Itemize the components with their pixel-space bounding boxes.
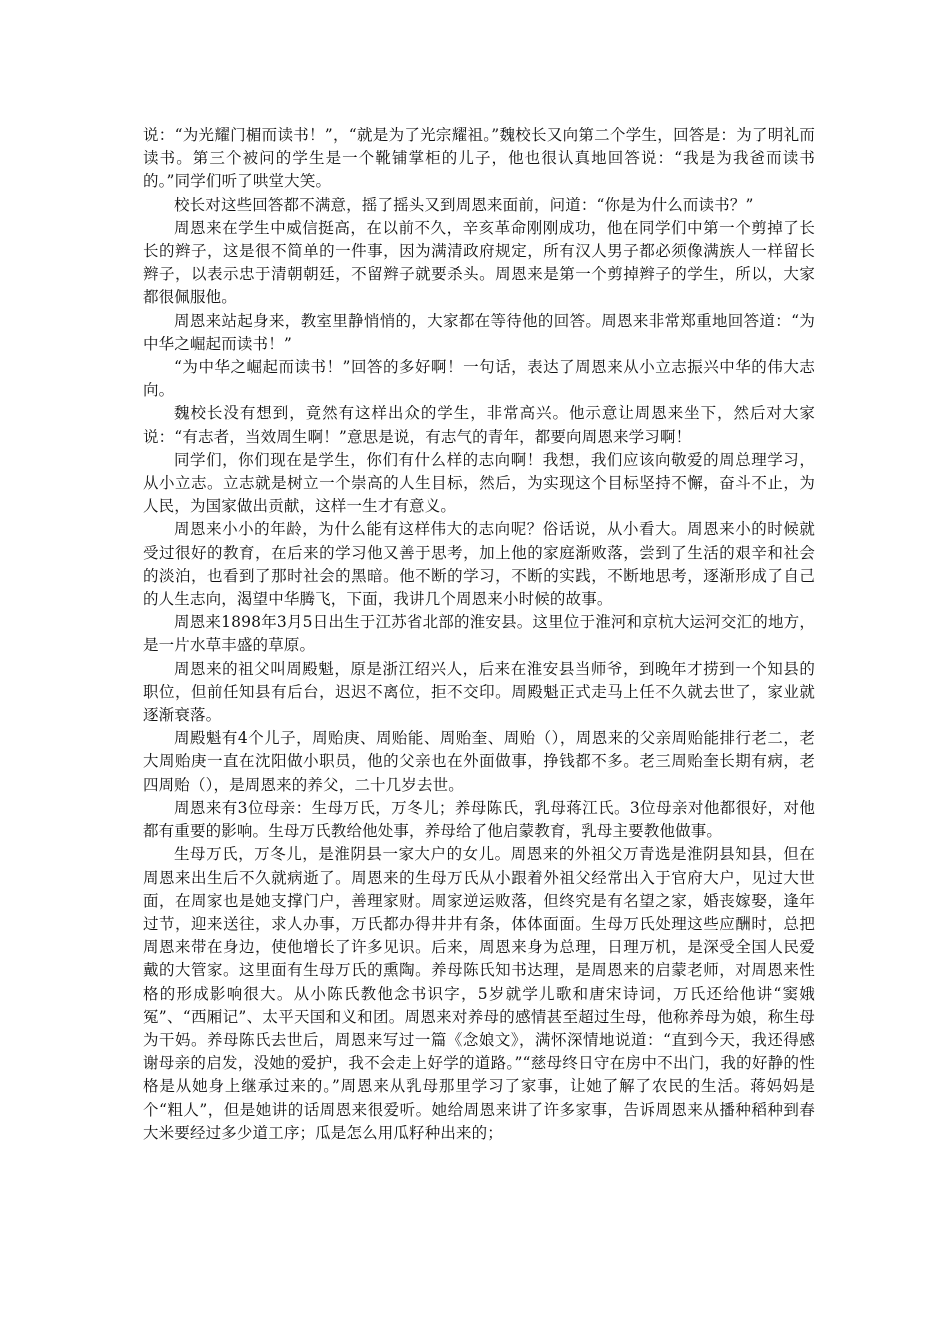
paragraph: 同学们，你们现在是学生，你们有什么样的志向啊！我想，我们应该向敬爱的周总理学习，从小立志。立志就是树立一个崇高的人生目标，然后，为实现这个目标坚持不懈，奋斗不止，为人民，为国家做出贡献，这样一生才有意义。 (143, 450, 815, 516)
paragraph: “为中华之崛起而读书！”回答的多好啊！一句话，表达了周恩来从小立志振兴中华的伟大志向。 (143, 358, 815, 400)
paragraph: 校长对这些回答都不满意，摇了摇头又到周恩来面前，问道：“你是为什么而读书？” (174, 195, 754, 214)
paragraph: 周恩来在学生中威信挺高，在以前不久，辛亥革命刚刚成功，他在同学们中第一个剪掉了长长的辫子，这是很不简单的一件事，因为满清政府规定，所有汉人男子都必须像满族人一样留长辫子，以表示忠于清朝朝廷，不留辫子就要杀头。周恩来是第一个剪掉辫子的学生，所以，大家都很佩服他。 (143, 218, 815, 307)
paragraph: 周殿魁有4个儿子，周贻庚、周贻能、周贻奎、周贻（），周恩来的父亲周贻能排行老二，老大周贻庚一直在沈阳做小职员，他的父亲也在外面做事，挣钱都不多。老三周贻奎长期有病，老四周贻（），是周恩来的养父，二十几岁去世。 (143, 729, 815, 794)
document-body (143, 124, 815, 1145)
paragraph: 周恩来的祖父叫周殿魁，原是浙江绍兴人，后来在淮安县当师爷，到晚年才捞到一个知县的职位，但前任知县有后台，迟迟不离位，拒不交印。周殿魁正式走马上任不久就去世了，家业就逐渐衰落。 (143, 659, 815, 725)
paragraph: 说：“为光耀门楣而读书！”，“就是为了光宗耀祖。”魏校长又向第二个学生，回答是：为了明礼而读书。第三个被问的学生是一个靴铺掌柜的儿子，他也很认真地回答说：“我是为我爸而读书的。”同学们听了哄堂大笑。 (143, 126, 815, 191)
paragraph: 周恩来小小的年龄，为什么能有这样伟大的志向呢？俗话说，从小看大。周恩来小的时候就受过很好的教育，在后来的学习他又善于思考，加上他的家庭渐败落，尝到了生活的艰辛和社会的淡泊，也看到了那时社会的黑暗。他不断的学习，不断的实践，不断地思考，逐渐形成了自己的人生志向，渴望中华腾飞，下面，我讲几个周恩来小时候的故事。 (143, 520, 815, 609)
paragraph: 周恩来1898年3月5日出生于江苏省北部的淮安县。这里位于淮河和京杭大运河交汇的地方，是一片水草丰盛的草原。 (143, 613, 815, 655)
paragraph: 魏校长没有想到，竟然有这样出众的学生，非常高兴。他示意让周恩来坐下，然后对大家说：“有志者，当效周生啊！”意思是说，有志气的青年，都要向周恩来学习啊！ (143, 404, 815, 446)
paragraph: 周恩来有3位母亲：生母万氏，万冬儿；养母陈氏，乳母蒋江氏。3位母亲对他都很好，对他都有重要的影响。生母万氏教给他处事，养母给了他启蒙教育，乳母主要教他做事。 (143, 798, 815, 841)
paragraph: 周恩来站起身来，教室里静悄悄的，大家都在等待他的回答。周恩来非常郑重地回答道：“为中华之崛起而读书！” (143, 311, 815, 353)
paragraph: 生母万氏，万冬儿，是淮阴县一家大户的女儿。周恩来的外祖父万青选是淮阴县知县，但在周恩来出生后不久就病逝了。周恩来的生母万氏从小跟着外祖父经常出入于官府大户，见过大世面，在周家也是她支撑门户，善理家财。周家逆运败落，但终究是有名望之家，婚丧嫁娶，逢年过节，迎来送往，求人办事，万氏都办得井井有条，体体面面。生母万氏处理这些应酬时，总把周恩来带在身边，使他增长了许多见识。后来，周恩来身为总理，日理万机，是深受全国人民爱戴的大管家。这里面有生母万氏的熏陶。养母陈氏知书达理，是周恩来的启蒙老师，对周恩来性格的形成影响很大。从小陈氏教他念书识字，5岁就学儿歌和唐宋诗词，万氏还给他讲“窦娥冤”、“西厢记”、太平天国和义和团。周恩来对养母的感情甚至超过生母，他称养母为娘，称生母为干妈。养母陈氏去世后，周恩来写过一篇《念娘文》，满怀深情地说道：“直到今天，我还得感谢母亲的启发，没她的爱护，我不会走上好学的道路。”“慈母终日守在房中不出门，我的好静的性格是从她身上继承过来的。”周恩来从乳母那里学习了家事，让她了解了农民的生活。蒋妈妈是个“粗人”，但是她讲的话周恩来很爱听。她给周恩来讲了许多家事，告诉周恩来从播种稻种到春大米要经过多少道工序；瓜是怎么用瓜籽种出来的； (143, 845, 815, 1142)
